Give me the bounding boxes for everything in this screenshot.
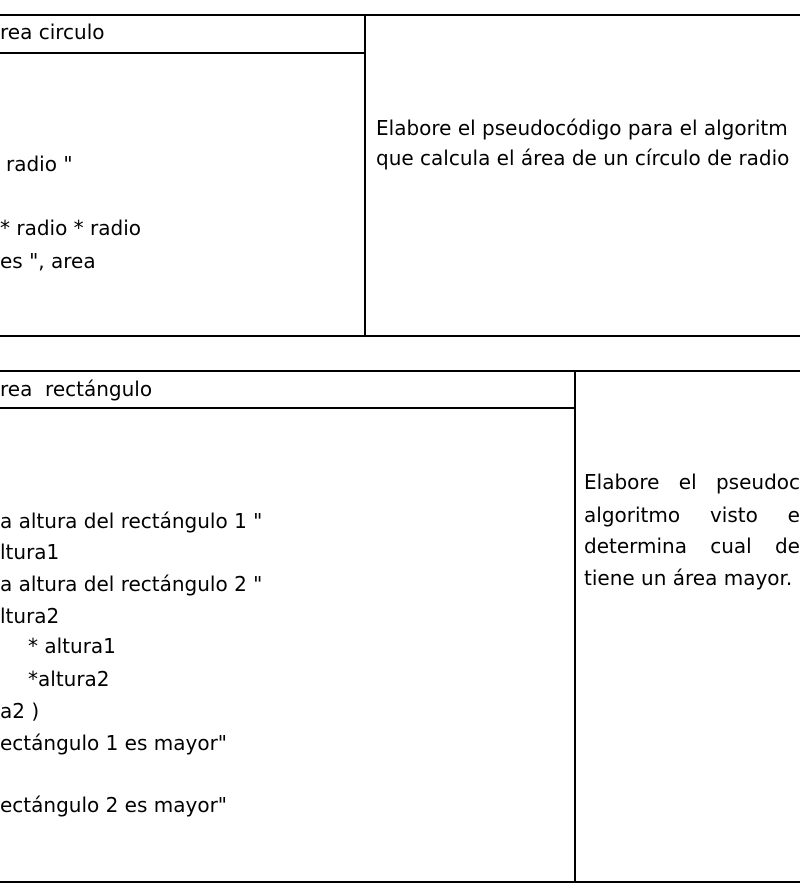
table2-top-border: [0, 370, 800, 372]
table1-code-line: * radio * radio: [0, 216, 142, 240]
instruction-word: determina: [584, 534, 687, 558]
table2-instruction-line: [584, 503, 800, 527]
instruction-word: Elabore: [584, 470, 660, 494]
table2-code-line: ectángulo 2 es mayor": [0, 793, 227, 817]
table2-code-line: ltura2: [0, 604, 60, 628]
table2-bottom-border: [0, 881, 800, 883]
instruction-word: pseudoc: [715, 470, 800, 494]
instruction-word: el: [678, 470, 697, 494]
table1-top-border: [0, 14, 800, 16]
table2-code-line: a altura del rectángulo 2 ": [0, 572, 263, 596]
instruction-word: e: [787, 503, 800, 527]
table2-code-line: a2 ): [0, 699, 40, 723]
table1-code-line: radio ": [6, 152, 73, 176]
table1-instruction-line: Elabore el pseudocódigo para el algoritm: [376, 116, 788, 140]
table2-code-line: ectángulo 1 es mayor": [0, 731, 227, 755]
table1-header: rea circulo: [0, 20, 105, 44]
table2-instruction-line: [584, 470, 800, 494]
table1-column-divider: [364, 14, 366, 337]
instruction-word: de: [774, 534, 800, 558]
table2-instruction-line: [584, 534, 800, 558]
instruction-word: visto: [709, 503, 758, 527]
table2-code-line: *altura2: [28, 667, 110, 691]
table1-bottom-border: [0, 335, 800, 337]
table2-header-divider: [0, 407, 576, 409]
table1-code-line: es ", area: [0, 249, 96, 273]
table2-instruction-line: tiene un área mayor.: [584, 566, 793, 590]
instruction-word: algoritmo: [584, 503, 681, 527]
table1-header-divider: [0, 52, 366, 54]
table2-code-line: ltura1: [0, 540, 60, 564]
table2-code-line: a altura del rectángulo 1 ": [0, 509, 263, 533]
instruction-word: cual: [710, 534, 752, 558]
table2-code-line: * altura1: [28, 634, 116, 658]
table2-column-divider: [574, 370, 576, 883]
table1-instruction-line: que calcula el área de un círculo de radio: [376, 146, 790, 170]
table2-header: rea rectángulo: [0, 377, 153, 401]
